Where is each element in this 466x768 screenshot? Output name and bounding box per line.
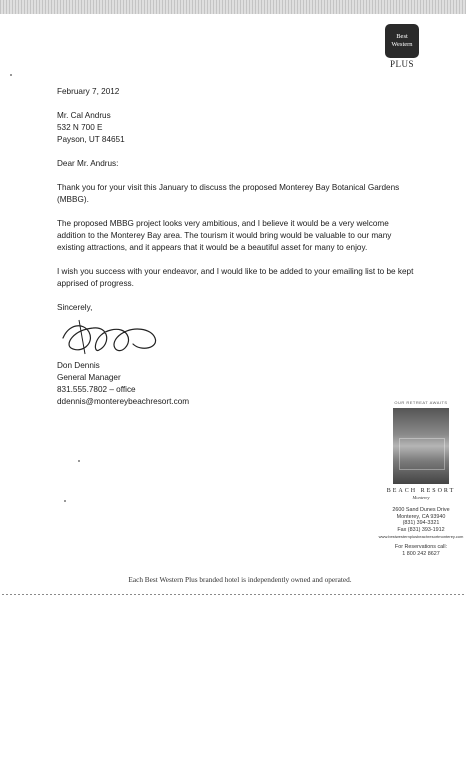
scan-speck [10, 74, 12, 76]
closing: Sincerely, [57, 303, 93, 312]
hotel-location: Monterey [412, 494, 430, 500]
bottom-rule [2, 594, 466, 595]
scan-speck [78, 460, 80, 462]
signer-email: ddennis@montereybeachresort.com [57, 397, 190, 406]
photo-caption: OUR RETREAT AWAITS [394, 400, 448, 405]
hotel-address [374, 507, 466, 557]
scan-top-edge [0, 0, 466, 14]
letter-body [57, 86, 419, 408]
footer-disclaimer: Each Best Western Plus branded hotel is independently owned and operated. [128, 575, 352, 584]
recipient-street: 532 N 700 E [57, 123, 103, 132]
hotel-photo [393, 408, 449, 484]
reservations-phone: 1 800 242 8627 [402, 550, 440, 557]
signature-block [57, 314, 419, 360]
address-street: 2600 Sand Dunes Drive [392, 507, 450, 514]
scan-speck [64, 500, 66, 502]
recipient-name: Mr. Cal Andrus [57, 111, 111, 120]
recipient-city: Payson, UT 84651 [57, 135, 125, 144]
salutation: Dear Mr. Andrus: [57, 159, 119, 168]
logo-line-1: Best [396, 33, 408, 40]
address-city: Monterey, CA 93940 [396, 513, 446, 520]
hotel-name: BEACH RESORT [386, 488, 456, 495]
paragraph-2: The proposed MBBG project looks very ambitious, and I believe it would be a very welcome addition to the Monterey Bay area. The tourism it would bring would be valuable to our many existing attractions, and it appears that it would be a beautiful asset for many to enjoy. [57, 219, 392, 252]
handwritten-signature [59, 314, 169, 358]
address-fax: Fax (831) 393-1912 [397, 527, 445, 533]
logo-line-2: Western [391, 41, 413, 48]
crown-logo-icon [385, 24, 419, 58]
address-phone: (831) 394-3321 [402, 520, 440, 527]
signer-title: General Manager [57, 373, 121, 382]
signer-name: Don Dennis [57, 361, 100, 370]
logo-plus-text: PLUS [389, 59, 414, 69]
paragraph-3: I wish you success with your endeavor, and I would like to be added to your emailing list to be kept apprised of progress. [57, 267, 414, 288]
paragraph-1: Thank you for your visit this January to discuss the proposed Monterey Bay Botanical Gardens (MBBG). [57, 183, 400, 204]
hotel-info-card [374, 400, 466, 557]
signer-phone: 831.555.7802 – office [57, 385, 136, 394]
address-website: www.bestwesternplusbeachresortmonterey.com [378, 533, 464, 539]
reservations-label: For Reservations call: [394, 544, 448, 551]
best-western-plus-logo [384, 24, 420, 69]
letter-date: February 7, 2012 [57, 87, 120, 96]
